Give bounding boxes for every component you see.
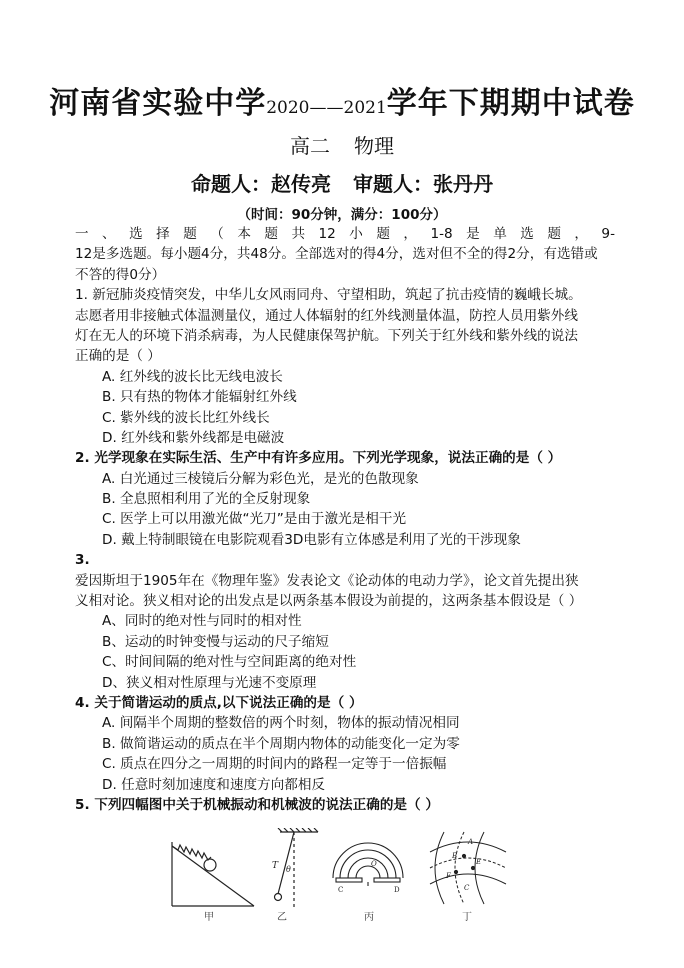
- figure-label-ding: 丁: [462, 912, 472, 923]
- option-a: A. 间隔半个周期的整数倍的两个时刻，物体的振动情况相同: [102, 715, 460, 732]
- option-c: C、时间间隔的绝对性与空间距离的绝对性: [102, 654, 357, 671]
- question-2: [75, 448, 615, 550]
- option-c: C. 质点在四分之一周期的时间内的路程一定等于一倍振幅: [102, 756, 447, 773]
- question-5: [75, 795, 615, 815]
- figure-ding-label-a: A: [468, 838, 474, 846]
- section-instructions-line-1: 一、选择题（本题共12小题，1-8是单选题，9-: [75, 226, 615, 242]
- option-d: D. 戴上特制眼镜在电影院观看3D电影有立体感是利用了光的干涉现象: [102, 531, 521, 548]
- figure-label-yi: 乙: [277, 912, 287, 923]
- option-b: B、运动的时钟变慢与运动的尺子缩短: [102, 633, 329, 650]
- figure-yi-pendulum: [275, 828, 319, 908]
- option-d: D. 红外线和紫外线都是电磁波: [102, 429, 285, 446]
- figure-ding-label-b: B: [452, 852, 458, 860]
- time-info: （时间：90分钟，满分：100分）: [237, 207, 447, 223]
- question-1: [75, 285, 615, 448]
- question-4: [75, 693, 615, 795]
- grade: 高二: [290, 134, 330, 158]
- figure-bing-label-c: C: [338, 886, 344, 894]
- setter: 命题人：赵传亮: [191, 172, 331, 196]
- option-a: A. 红外线的波长比无线电波长: [102, 368, 283, 385]
- figure-ding-label-f: F: [446, 872, 451, 880]
- question-stem-line: 5. 下列四幅图中关于机械振动和机械波的说法正确的是（ ）: [75, 796, 439, 813]
- section-instructions-line-2: 12是多选题。每小题4分，共48分。全部选对的得4分，选对但不全的得2分，有选错或: [75, 246, 598, 263]
- option-d: D. 任意时刻加速度和速度方向都相反: [102, 776, 326, 793]
- reviewer: 审题人：张丹丹: [353, 172, 493, 196]
- question-stem-line: 1. 新冠肺炎疫情突发，中华儿女风雨同舟、守望相助，筑起了抗击疫情的巍峨长城。: [75, 287, 582, 304]
- figure-jia-spring-incline: [172, 842, 254, 906]
- figure-yi-tension-label: T: [272, 861, 279, 871]
- figure-label-jia: 甲: [204, 912, 214, 923]
- option-b: B. 全息照相利用了光的全反射现象: [102, 491, 311, 508]
- question-stem-line: 正确的是（ ）: [75, 348, 161, 365]
- figure-ding-label-e: E: [476, 858, 482, 866]
- question-3: [75, 550, 615, 693]
- grade-subject: [0, 130, 684, 159]
- question-stem-line: 2. 光学现象在实际生活、生产中有许多应用。下列光学现象，说法正确的是（ ）: [75, 450, 562, 467]
- figure-bing-source-label: O: [371, 860, 377, 868]
- figure-label-bing: 丙: [364, 912, 374, 923]
- option-a: A. 白光通过三棱镜后分解为彩色光，是光的色散现象: [102, 470, 419, 487]
- figure-bing-wave-diffraction: [333, 843, 403, 886]
- exam-authors: [0, 168, 684, 197]
- option-c: C. 医学上可以用激光做“光刀”是由于激光是相干光: [102, 511, 407, 528]
- option-b: B. 只有热的物体才能辐射红外线: [102, 389, 297, 406]
- title-prefix: 河南省实验中学: [49, 86, 267, 121]
- option-a: A、同时的绝对性与同时的相对性: [102, 613, 302, 630]
- option-c: C. 紫外线的波长比红外线长: [102, 409, 270, 426]
- title-years: 2020——2021: [266, 98, 387, 118]
- question-number: 3.: [75, 552, 90, 569]
- subject: 物理: [354, 134, 394, 158]
- question-stem-line: 灯在无人的环境下消杀病毒，为人民健康保驾护航。下列关于红外线和紫外线的说法: [75, 327, 578, 344]
- title-suffix: 学年下期期中试卷: [386, 86, 635, 121]
- question-stem-line: 志愿者用非接触式体温测量仪，通过人体辐射的红外线测量体温，防控人员用紫外线: [75, 307, 578, 324]
- question-5-figures: [168, 828, 548, 948]
- exam-title: [0, 78, 684, 122]
- question-stem-line: 爱因斯坦于1905年在《物理年鉴》发表论文《论动体的电动力学》，论文首先提出狭: [75, 572, 579, 589]
- figure-ding-label-c: C: [464, 884, 470, 892]
- exam-body: [75, 224, 615, 815]
- figure-yi-angle-label: θ: [286, 865, 291, 874]
- question-stem-line: 义相对论。狭义相对论的出发点是以两条基本假设为前提的，这两条基本假设是（ ）: [75, 593, 583, 610]
- option-b: B. 做简谐运动的质点在半个周期内物体的动能变化一定为零: [102, 735, 460, 752]
- option-d: D、狭义相对性原理与光速不变原理: [102, 674, 317, 691]
- figure-bing-label-d: D: [394, 886, 400, 894]
- section-instructions-line-3: 不答的得0分）: [75, 266, 166, 283]
- question-stem-line: 4. 关于简谐运动的质点,以下说法正确的是（ ）: [75, 694, 363, 711]
